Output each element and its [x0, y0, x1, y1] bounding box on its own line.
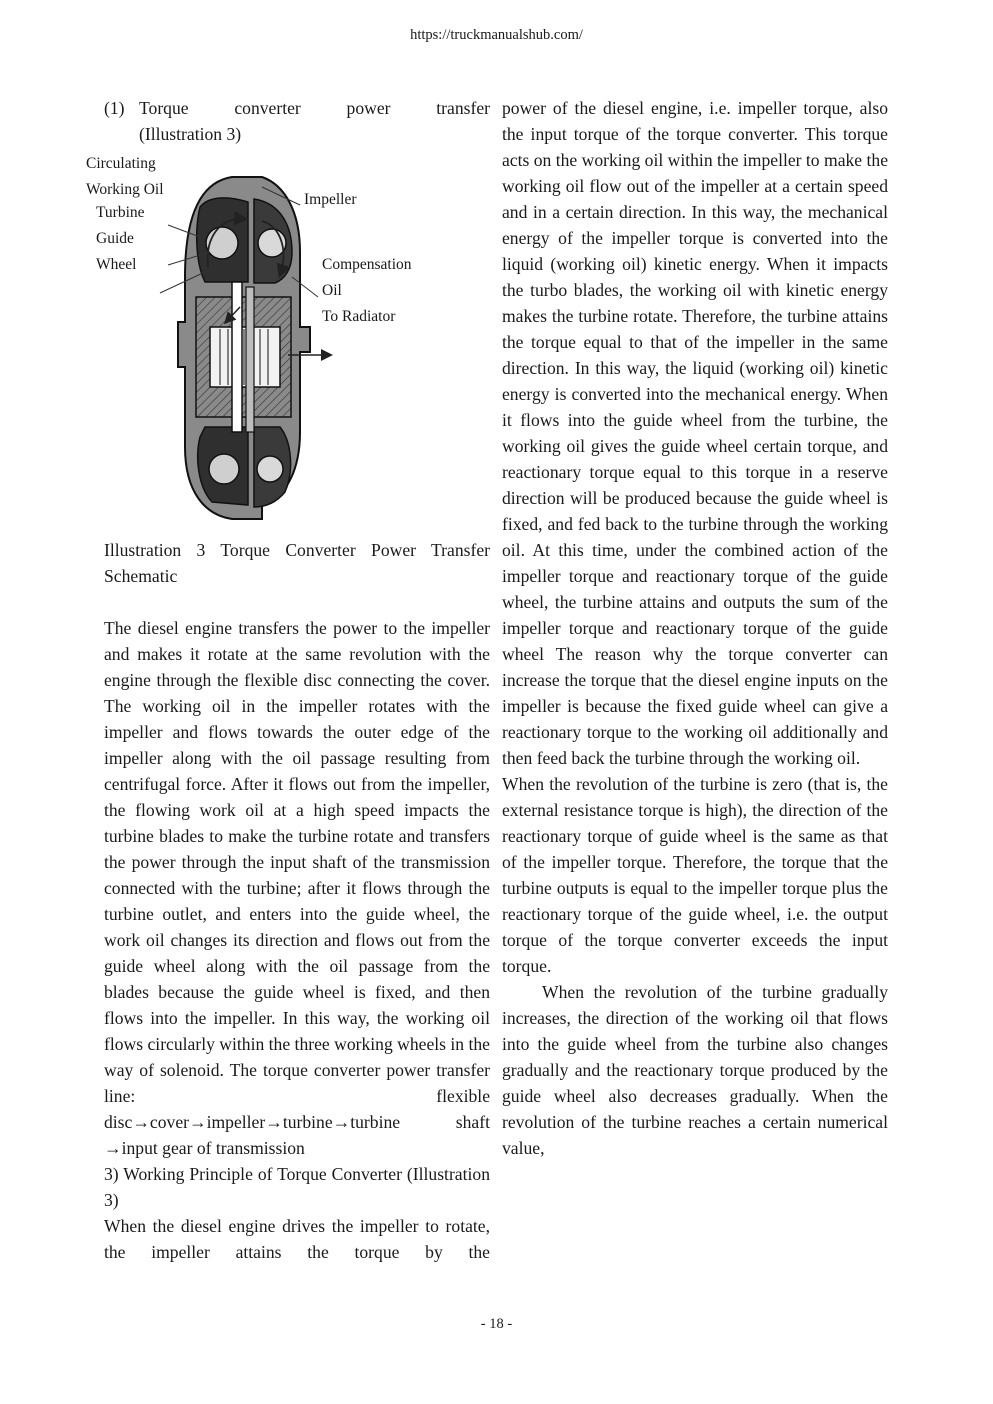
- left-paragraph-2: When the diesel engine drives the impeller to rotate, the impeller attains the torque by the: [104, 1216, 490, 1262]
- page-number: - 18 -: [480, 1316, 513, 1332]
- section-title-line1: Torque converter power transfer: [139, 98, 490, 118]
- page-header-url: https://truckmanualshub.com/: [410, 27, 583, 43]
- label-turbine: Turbine: [96, 204, 145, 221]
- label-impeller: Impeller: [304, 191, 357, 208]
- right-paragraph-3: When the revolution of the turbine gradually increases, the direction of the working oil that flows into the guide wheel from the turbine also changes gradually and the reactionary torque produced by the guide wheel also decreases gradually. When the revolution of the turbine reaches a certain numerical value,: [502, 982, 888, 1158]
- right-column: [502, 95, 888, 1161]
- label-working-oil: Working Oil: [86, 181, 164, 198]
- torque-converter-figure: [0, 147, 494, 537]
- label-wheel: Wheel: [96, 256, 137, 273]
- left-paragraph-1: The diesel engine transfers the power to the impeller and makes it rotate at the same revolution with the engine through the flexible disc connecting the cover. The working oil in the impeller rotates with the impeller and flows towards the outer edge of the impeller along with the oil passage resulting from centrifugal force. After it flows out from the impeller, the flowing work oil at a high speed impacts the turbine blades to make the turbine rotate and transfers the power through the input shaft of the transmission connected with the turbine; after it flows through the turbine outlet, and enters into the guide wheel, the work oil changes its direction and flows out from the guide wheel along with the oil passage from the blades because the guide wheel is fixed, and then flows into the impeller. In this way, the working oil flows circularly within the three working wheels in the way of solenoid. The torque converter power transfer line: flexible disc→cover→impeller→turbine→turbine shaft →input gear of transmission: [104, 618, 490, 1158]
- section-heading-1: [104, 95, 490, 121]
- section-number: (1): [104, 98, 125, 118]
- label-to-radiator: To Radiator: [322, 308, 396, 325]
- label-oil: Oil: [322, 282, 342, 299]
- label-guide: Guide: [96, 230, 134, 247]
- left-column: [86, 95, 490, 1265]
- section-3-heading: 3) Working Principle of Torque Converter (Illustration 3): [104, 1164, 490, 1210]
- figure-caption: Illustration 3 Torque Converter Power Transfer Schematic: [104, 540, 490, 586]
- right-paragraph-1: power of the diesel engine, i.e. impeller torque, also the input torque of the torque converter. This torque acts on the working oil within the impeller to make the working oil flow out of the impeller at a certain speed and in a certain direction. In this way, the mechanical energy of the impeller torque is converted into the liquid (working oil) kinetic energy. When it impacts the turbo blades, the working oil with kinetic energy makes the turbine rotate. Therefore, the turbine attains the torque equal to that of the impeller in the same direction. In this way, the liquid (working oil) kinetic energy is converted into the mechanical energy. When it flows into the guide wheel from the turbine, the working oil gives the guide wheel certain torque, and reactionary torque equal to this torque in a reserve direction will be produced because the guide wheel is fixed, and fed back to the turbine through the working oil. At this time, under the combined action of the impeller torque and reactionary torque of the guide wheel, the turbine attains and outputs the sum of the impeller torque and reactionary torque of the guide wheel The reason why the torque converter can increase the torque that the diesel engine inputs on the impeller is because the fixed guide wheel can give a reactionary torque to the working oil additionally and then feed back the turbine through the working oil.: [502, 98, 888, 768]
- right-paragraph-2: When the revolution of the turbine is zero (that is, the external resistance torque is high), the direction of the reactionary torque of guide wheel is the same as that of the impeller torque. Therefore, the torque that the turbine outputs is equal to the impeller torque plus the reactionary torque of the guide wheel, i.e. the output torque of the torque converter exceeds the input torque.: [502, 774, 888, 976]
- section-title-line2: (Illustration 3): [139, 124, 242, 144]
- torque-converter-diagram: [0, 147, 494, 537]
- label-circulating: Circulating: [86, 155, 156, 172]
- label-compensation: Compensation: [322, 256, 412, 273]
